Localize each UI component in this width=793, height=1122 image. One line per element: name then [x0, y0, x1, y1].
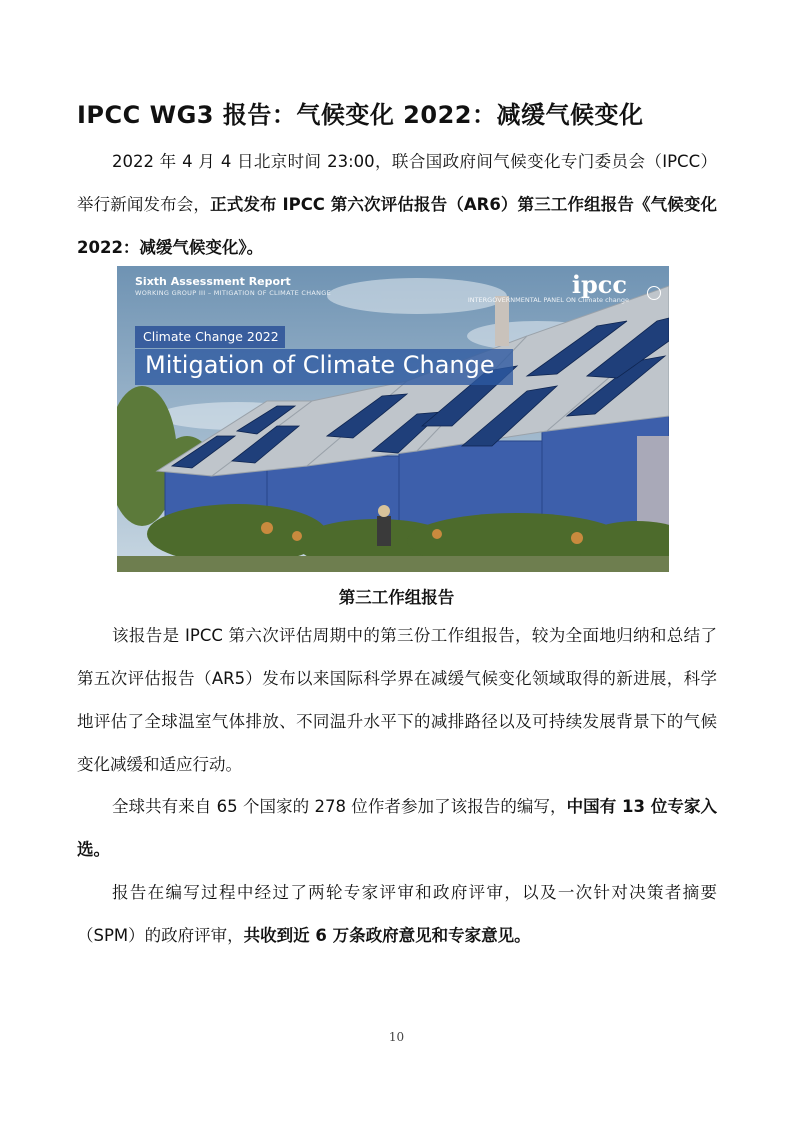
intro-text: 2022 年 4 月 4 日北京时间 23:00，联合国政府间气候变化专门委员会（IPCC）举行新闻发布会，: [77, 152, 717, 214]
working-group-label: WORKING GROUP III – MITIGATION OF CLIMATE CHANGE: [135, 289, 332, 297]
document-title: IPCC WG3 报告：气候变化 2022：减缓气候变化: [77, 101, 644, 129]
body-paragraph-3: [77, 785, 717, 871]
page-number: 10: [388, 1030, 405, 1044]
p4-bold-text: 共收到近 6 万条政府意见和专家意见。: [243, 926, 531, 945]
banner-small: [135, 326, 285, 348]
body-paragraph-2: 该报告是 IPCC 第六次评估周期中的第三份工作组报告，较为全面地归纳和总结了第五次评估报告（AR5）发布以来国际科学界在减缓气候变化领域取得的新进展，科学地评估了全球温室气体排放、不同温升水平下的减排路径以及可持续发展背景下的气候变化减缓和适应行动。: [77, 626, 717, 774]
p3-bold-text: 中国有 13 位专家入选。: [77, 797, 718, 859]
ipcc-tagline: INTERGOVERNMENTAL PANEL ON Climate change: [467, 296, 629, 304]
p4-text: 报告在编写过程中经过了两轮专家评审和政府评审，以及一次针对决策者摘要（SPM）的政府评审，: [77, 883, 717, 945]
banner-small-text: Climate Change 2022: [143, 329, 279, 344]
intro-paragraph: [77, 140, 717, 269]
intro-bold-text: 正式发布 IPCC 第六次评估报告（AR6）第三工作组报告《气候变化 2022：减缓气候变化》。: [77, 195, 718, 257]
banner-large: [135, 349, 513, 385]
un-emblem-icon: [647, 286, 661, 300]
figure-caption: 第三工作组报告: [338, 588, 455, 607]
series-label: Sixth Assessment Report: [135, 275, 291, 288]
body-paragraph-4: [77, 871, 717, 957]
ipcc-logo: ipcc: [571, 270, 627, 299]
p3-text: 全球共有来自 65 个国家的 278 位作者参加了该报告的编写，: [112, 797, 567, 816]
banner-large-text: Mitigation of Climate Change: [145, 351, 495, 379]
cover-photo: [117, 266, 669, 572]
report-cover-image: [117, 266, 669, 572]
